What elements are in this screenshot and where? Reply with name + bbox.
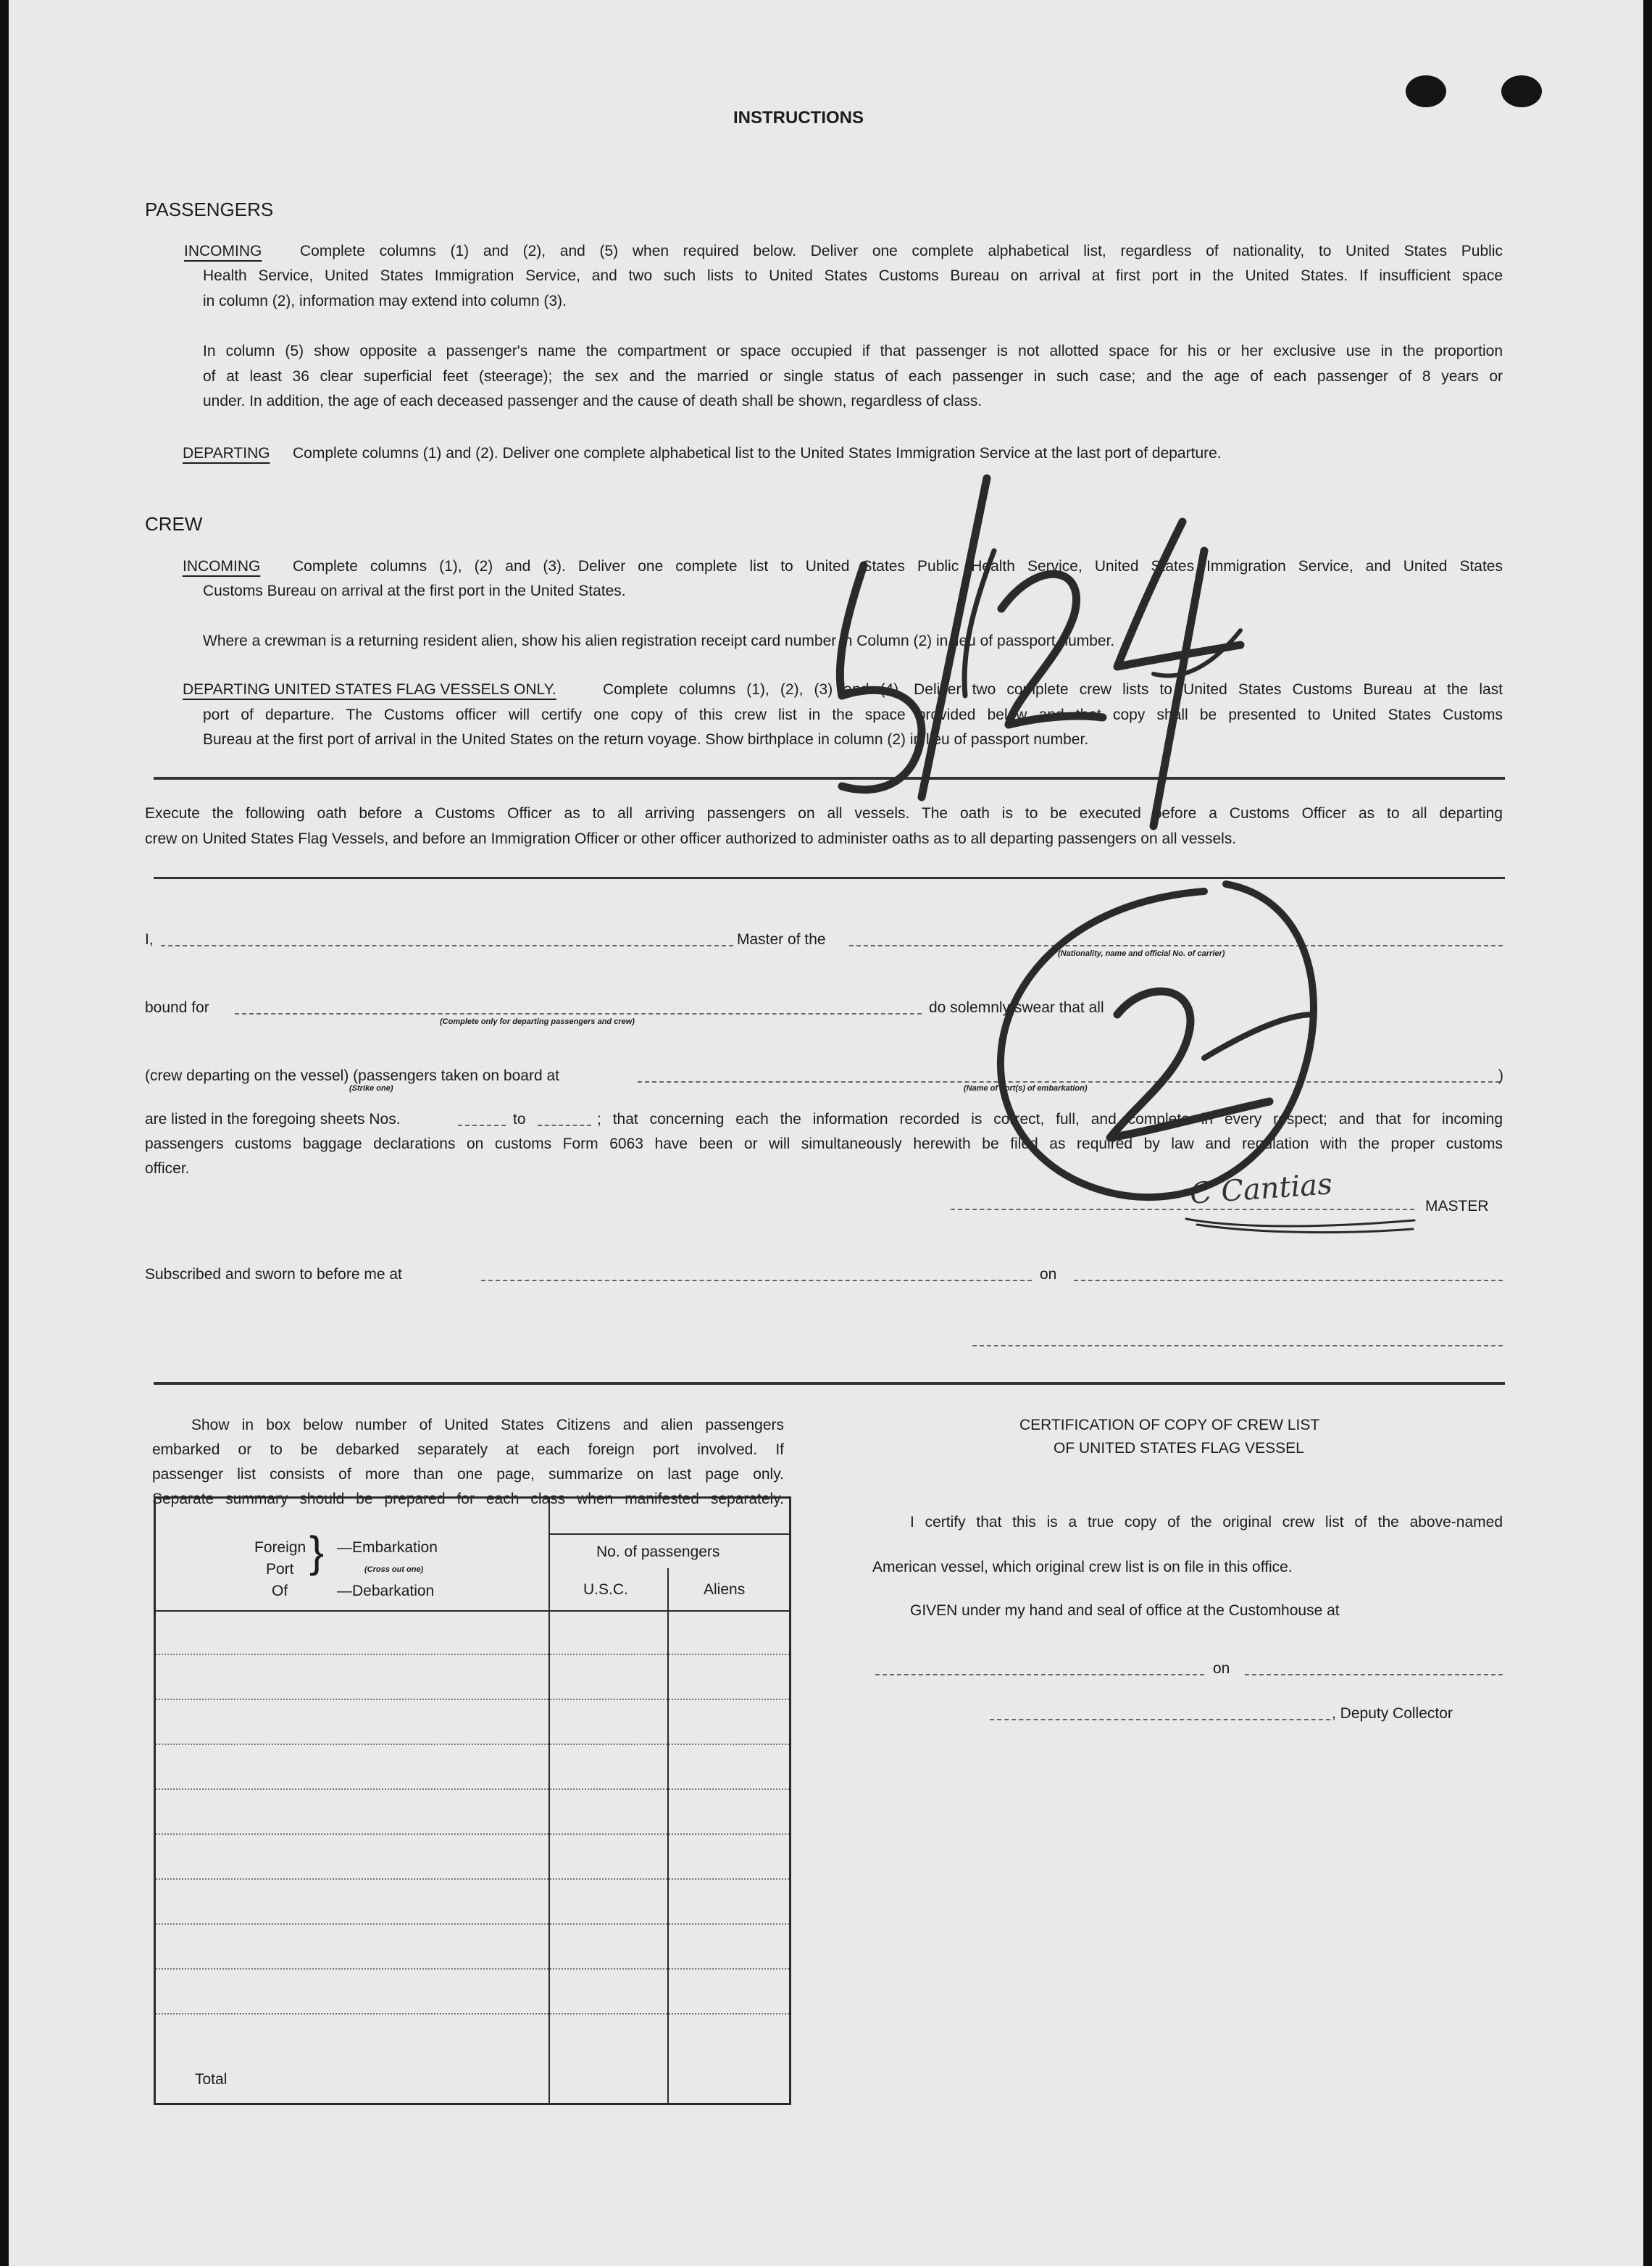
certification-title-2: OF UNITED STATES FLAG VESSEL (1054, 1440, 1304, 1457)
handwritten-circle (965, 870, 1342, 1246)
passenger-summary-table: Foreign Port Of } —Embarkation (Cross out one) —Debarkation No. of passengers U.S.C. Aliens Total (154, 1496, 791, 2105)
total-label: Total (195, 2071, 228, 2088)
summary-line-1: Show in box below number of United States Citizens and alien passengers (191, 1417, 784, 1433)
listed-correct-text: ; that concerning each the information recorded is correct, full, and complete in every respect; and that for incoming (597, 1111, 1503, 1128)
passengers-departing-text: Complete columns (1) and (2). Deliver one complete alphabetical list to the United States Immigration Service at the last port of departure. (293, 445, 1222, 462)
master-label: MASTER (1425, 1198, 1489, 1215)
passengers-incoming-line-1: Complete columns (1) and (2), and (5) when required below. Deliver one complete alphabetical list, regardless of nationality, to United States Public (300, 243, 1503, 259)
passengers-incoming-label: INCOMING (184, 243, 262, 259)
certification-line-3: GIVEN under my hand and seal of office at the Customhouse at (910, 1602, 1340, 1619)
certification-date-field[interactable] (1245, 1674, 1503, 1675)
subscribed-label: Subscribed and sworn to before me at (145, 1266, 402, 1283)
bound-for-note: (Complete only for departing passengers and crew) (440, 1017, 635, 1026)
crew-departing-line-1: Complete columns (1), (2), (3) and (4). Deliver two complete crew lists to United States Customs Bureau at the last (603, 681, 1503, 698)
passengers-heading: PASSENGERS (145, 199, 274, 220)
crew-departing-line-2: port of departure. The Customs officer will certify one copy of this crew list in the space provided below and that copy shall be presented to United States Customs (203, 707, 1503, 723)
listed-sheets-label: are listed in the foregoing sheets Nos. (145, 1111, 401, 1128)
aliens-header: Aliens (704, 1581, 746, 1598)
column5-line-3: under. In addition, the age of each deceased passenger and the cause of death shall be shown, regardless of class. (203, 393, 983, 409)
bound-for-label: bound for (145, 999, 209, 1016)
baggage-text: passengers customs baggage declarations on customs Form 6063 have been or will simultaneously herewith be filed as required by law and regulation with the proper customs (145, 1136, 1503, 1152)
carrier-note: (Nationality, name and official No. of carrier) (1058, 949, 1225, 958)
sheet-to-field[interactable] (538, 1125, 591, 1126)
certification-line-2: American vessel, which original crew list is on file in this office. (872, 1559, 1293, 1575)
handwritten-date-mark (777, 391, 1284, 862)
master-name-field[interactable] (161, 945, 733, 946)
foreign-header: Foreign (254, 1539, 306, 1556)
subscribed-on-label: on (1040, 1266, 1057, 1283)
port-header: Port (266, 1561, 294, 1578)
column5-line-1: In column (5) show opposite a passenger's name the compartment or space occupied if that passenger is not allotted space for his or her exclusive use in the proportion (203, 343, 1503, 359)
oath-i-label: I, (145, 931, 154, 948)
swear-text: do solemnly swear that all (929, 999, 1104, 1016)
certification-on-label: on (1213, 1660, 1230, 1677)
usc-header: U.S.C. (583, 1581, 628, 1598)
circled-number-text (1139, 1036, 1140, 1037)
punch-hole-left (1406, 75, 1446, 107)
summary-line-3: passenger list consists of more than one page, summarize on last page only. (152, 1466, 784, 1483)
oath-intro-line-2: crew on United States Flag Vessels, and before an Immigration Officer or other officer authorized to administer oaths as to all departing passengers on all vessels. (145, 830, 1237, 847)
certification-title-1: CERTIFICATION OF COPY OF CREW LIST (1019, 1417, 1320, 1433)
certification-line-1: I certify that this is a true copy of the original crew list of the above-named (910, 1514, 1503, 1530)
master-of-label: Master of the (737, 931, 826, 948)
officer-signature-field[interactable] (972, 1345, 1503, 1346)
close-paren: ) (1498, 1067, 1503, 1084)
document-page (9, 0, 1643, 2266)
page-title: INSTRUCTIONS (733, 108, 864, 128)
no-passengers-header: No. of passengers (596, 1544, 720, 1560)
subscribed-place-field[interactable] (481, 1280, 1032, 1281)
summary-line-4: Separate summary should be prepared for each class when manifested separately. (152, 1491, 784, 1507)
crew-passengers-line: (crew departing on the vessel) (passengers taken on board at (145, 1067, 559, 1084)
handwritten-date-text (806, 507, 807, 508)
subscribed-date-field[interactable] (1074, 1280, 1503, 1281)
deputy-signature-field[interactable] (990, 1719, 1330, 1720)
crew-departing-line-3: Bureau at the first port of arrival in the United States on the return voyage. Show birthplace in column (2) in lieu of passport number. (203, 731, 1089, 748)
strike-one-note: (Strike one) (349, 1084, 393, 1093)
debarkation-header: —Debarkation (337, 1583, 435, 1599)
passengers-departing-label: DEPARTING (183, 445, 270, 462)
crew-resident-alien: Where a crewman is a returning resident alien, show his alien registration receipt card number in Column (2) in lieu of passport number. (203, 633, 1115, 649)
column5-line-2: of at least 36 clear superficial feet (steerage); the sex and the married or single status of each passenger in such case; and the age of each passenger of 8 years or (203, 368, 1503, 385)
officer-text: officer. (145, 1160, 190, 1177)
oath-intro-line-1: Execute the following oath before a Customs Officer as to all arriving passengers on all vessels. The oath is to be executed before a Customs Officer as to all departing (145, 805, 1503, 822)
bound-for-field[interactable] (235, 1013, 922, 1015)
listed-to-label: to (513, 1111, 526, 1128)
embarkation-header: —Embarkation (337, 1539, 438, 1556)
master-signature: C Cantias (1188, 1167, 1334, 1211)
crew-heading: CREW (145, 513, 203, 535)
crew-incoming-line-2: Customs Bureau on arrival at the first port in the United States. (203, 583, 626, 599)
passengers-incoming-line-2: Health Service, United States Immigration Service, and two such lists to United States Customs Bureau on arrival at first port in the United States. If insufficient space (203, 267, 1503, 284)
punch-hole-right (1501, 75, 1542, 107)
cross-out-note: (Cross out one) (364, 1565, 424, 1574)
of-header: Of (272, 1583, 288, 1599)
passengers-incoming-line-3: in column (2), information may extend into column (3). (203, 293, 567, 309)
deputy-collector-label: , Deputy Collector (1332, 1705, 1453, 1722)
crew-departing-label: DEPARTING UNITED STATES FLAG VESSELS ONLY. (183, 681, 556, 698)
customhouse-field[interactable] (875, 1674, 1204, 1675)
crew-incoming-label: INCOMING (183, 558, 261, 575)
divider-3 (154, 1382, 1505, 1385)
sheet-from-field[interactable] (458, 1125, 506, 1126)
summary-line-2: embarked or to be debarked separately at each foreign port involved. If (152, 1441, 784, 1458)
embarkation-note: (Name of port(s) of embarkation) (964, 1084, 1088, 1093)
crew-incoming-line-1: Complete columns (1), (2) and (3). Deliver one complete list to United States Public Health Service, United States Immigration Service, and United States (293, 558, 1503, 575)
